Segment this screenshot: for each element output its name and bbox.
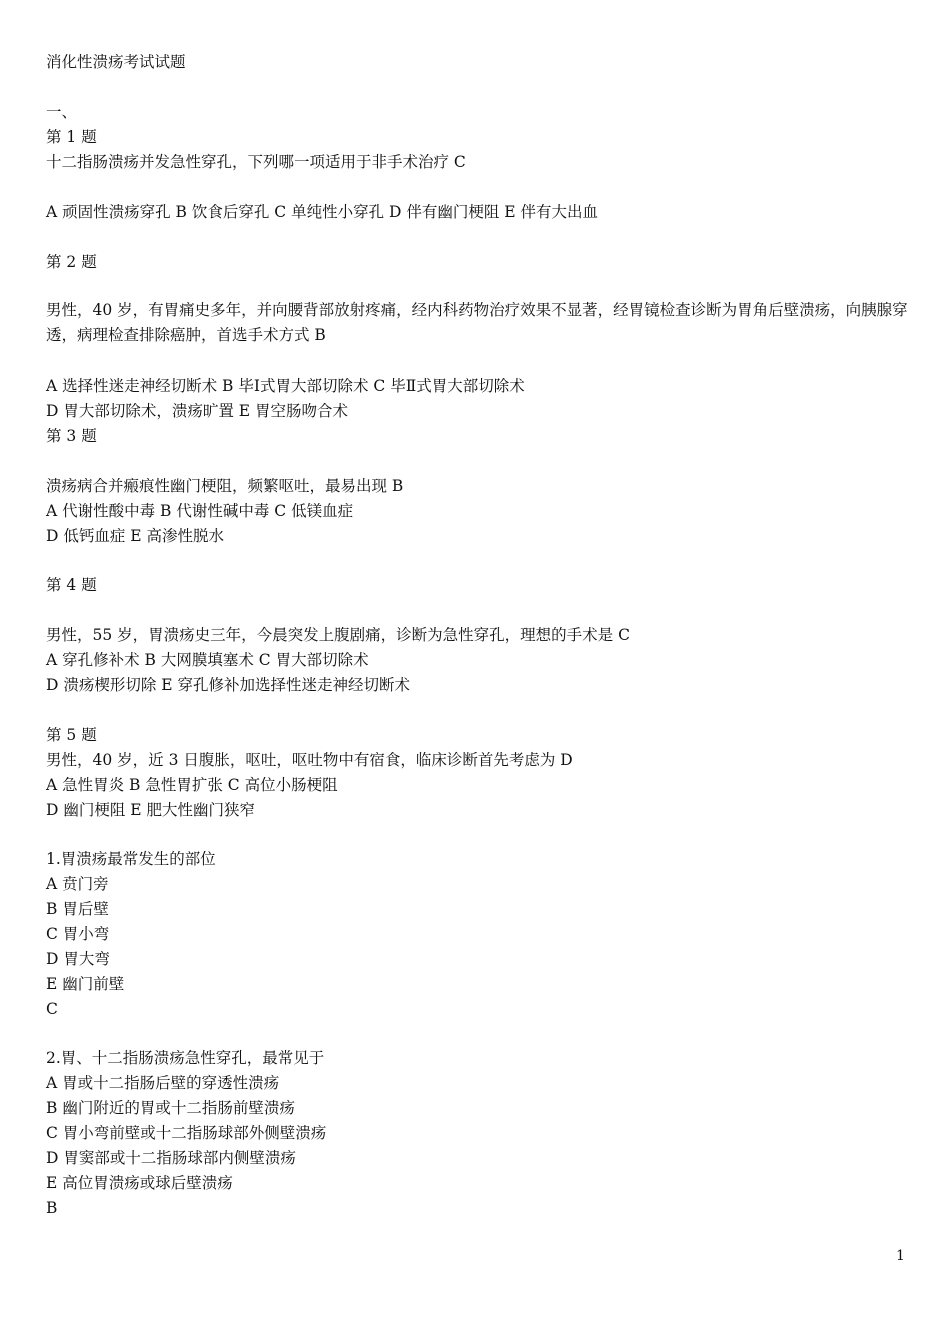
- question-stem: 男性，40 岁，有胃痛史多年，并向腰背部放射疼痛，经内科药物治疗效果不显著，经胃镜检查诊断为胃角后壁溃疡，向胰腺穿透，病理检查排除癌肿，首选手术方式 B: [46, 301, 908, 344]
- option-e: E 幽门前壁: [46, 975, 125, 993]
- question-stem: 男性，55 岁，胃溃疡史三年，今晨突发上腹剧痛，诊断为急性穿孔，理想的手术是 C: [46, 626, 630, 644]
- option-d: D 胃大弯: [46, 950, 110, 968]
- option-a: A 贲门旁: [46, 875, 109, 893]
- option-c: C 胃小弯前壁或十二指肠球部外侧壁溃疡: [46, 1124, 327, 1142]
- option-b: B 幽门附近的胃或十二指肠前壁溃疡: [46, 1099, 295, 1117]
- question-stem: 溃疡病合并瘢痕性幽门梗阻，频繁呕吐，最易出现 B: [46, 477, 404, 495]
- question-options: D 低钙血症 E 高渗性脱水: [46, 527, 225, 545]
- question-heading: 第 4 题: [46, 576, 97, 594]
- option-c: C 胃小弯: [46, 925, 110, 943]
- question-options: A 顽固性溃疡穿孔 B 饮食后穿孔 C 单纯性小穿孔 D 伴有幽门梗阻 E 伴有大出血: [46, 203, 599, 221]
- question-stem: 男性，40 岁，近 3 日腹胀，呕吐，呕吐物中有宿食，临床诊断首先考虑为 D: [46, 751, 573, 769]
- question-options: A 选择性迷走神经切断术 B 毕Ⅰ式胃大部切除术 C 毕Ⅱ式胃大部切除术: [46, 377, 525, 395]
- question-options: A 代谢性酸中毒 B 代谢性碱中毒 C 低镁血症: [46, 502, 354, 520]
- page-number: 1: [896, 1248, 905, 1264]
- question-heading: 第 3 题: [46, 427, 97, 445]
- option-e: E 高位胃溃疡或球后壁溃疡: [46, 1174, 233, 1192]
- question-stem: 1.胃溃疡最常发生的部位: [46, 850, 216, 868]
- question-options: D 胃大部切除术，溃疡旷置 E 胃空肠吻合术: [46, 402, 349, 420]
- question-options: A 穿孔修补术 B 大网膜填塞术 C 胃大部切除术: [46, 651, 369, 669]
- question-stem: 2.胃、十二指肠溃疡急性穿孔，最常见于: [46, 1049, 325, 1067]
- question-heading: 第 5 题: [46, 726, 97, 744]
- option-d: D 胃窦部或十二指肠球部内侧壁溃疡: [46, 1149, 296, 1167]
- question-stem: 十二指肠溃疡并发急性穿孔，下列哪一项适用于非手术治疗 C: [46, 153, 466, 171]
- answer-text: B: [46, 1199, 58, 1217]
- question-options: D 溃疡楔形切除 E 穿孔修补加选择性迷走神经切断术: [46, 676, 411, 694]
- question-heading: 第 1 题: [46, 128, 97, 146]
- section-label: 一、: [46, 103, 78, 121]
- option-b: B 胃后壁: [46, 900, 109, 918]
- question-options: A 急性胃炎 B 急性胃扩张 C 高位小肠梗阻: [46, 776, 338, 794]
- document-title: 消化性溃疡考试试题: [46, 53, 186, 71]
- answer-text: C: [46, 1000, 58, 1018]
- option-a: A 胃或十二指肠后壁的穿透性溃疡: [46, 1074, 280, 1092]
- question-heading: 第 2 题: [46, 253, 97, 271]
- question-options: D 幽门梗阻 E 肥大性幽门狭窄: [46, 801, 256, 819]
